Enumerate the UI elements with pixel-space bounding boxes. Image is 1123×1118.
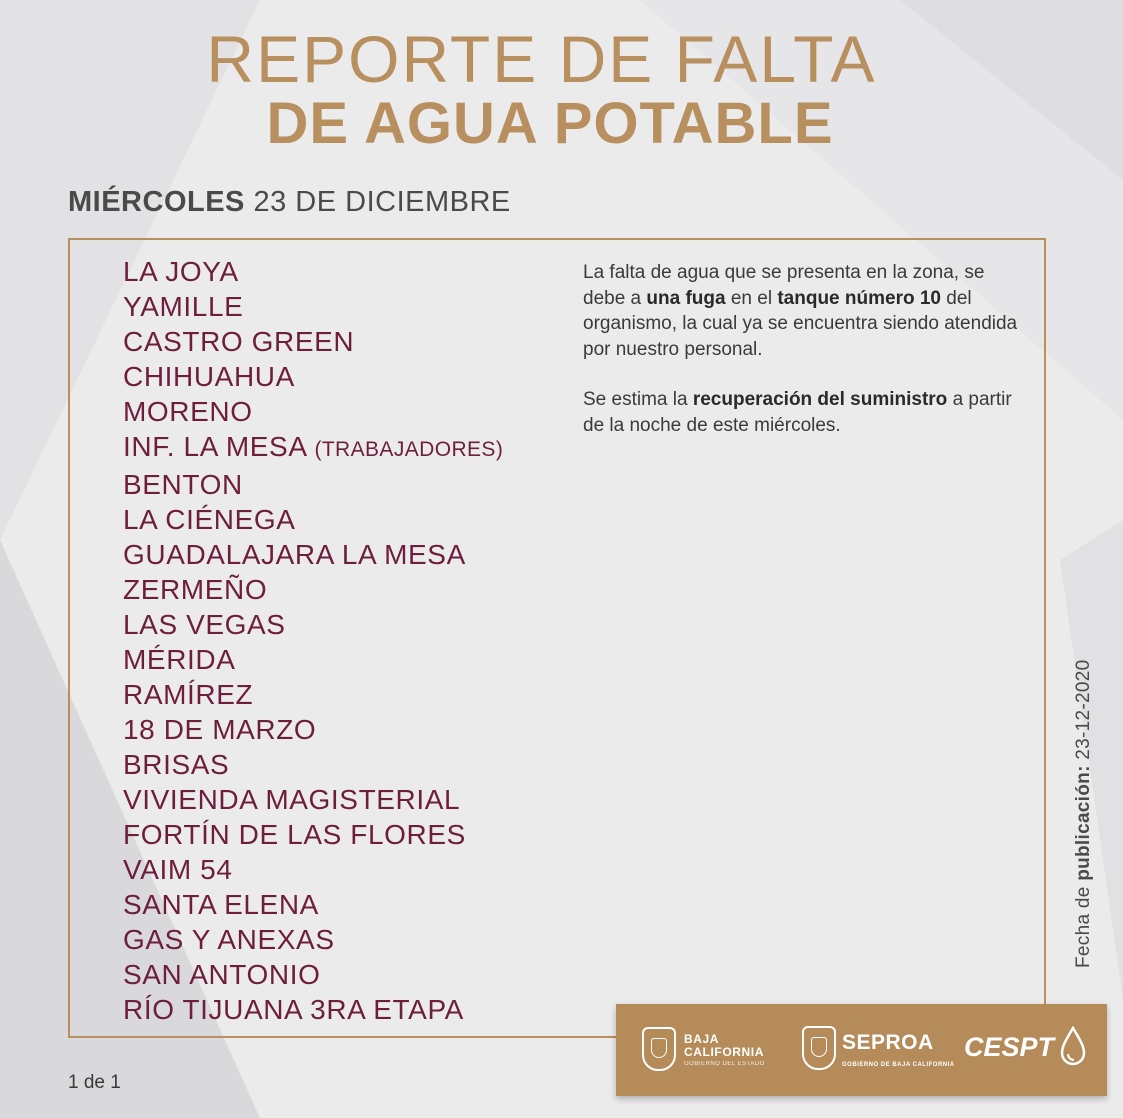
colonias-list — [123, 254, 503, 1027]
publication-date — [1073, 660, 1095, 968]
explanation-paragraph — [583, 260, 1023, 362]
publication-label: Fecha de — [1073, 880, 1094, 968]
list-item: RAMÍREZ — [123, 679, 254, 710]
text-run: a partir de la noche de este miércoles. — [583, 389, 1012, 436]
publication-value: 23-12-2020 — [1073, 659, 1094, 766]
list-item: BENTON — [123, 469, 243, 500]
text-run-bold: recuperación del suministro — [692, 389, 948, 410]
list-item: LAS VEGAS — [123, 609, 286, 640]
list-item: CHIHUAHUA — [123, 361, 295, 392]
explanation-paragraph — [583, 387, 1023, 438]
logo-name: SEPROA — [842, 1031, 934, 1054]
list-item: 18 DE MARZO — [123, 714, 317, 745]
publication-label-bold: publicación: — [1073, 765, 1094, 881]
logo-name: CESPT — [964, 1032, 1055, 1062]
baja-california-logo — [642, 1024, 782, 1074]
text-run-bold: tanque número 10 — [777, 287, 941, 309]
list-item: VAIM 54 — [123, 854, 233, 885]
report-day-month: 23 DE DICIEMBRE — [244, 186, 511, 218]
list-item-label: INF. LA MESA — [123, 431, 315, 462]
seproa-logo — [802, 1022, 955, 1076]
logo-tagline: GOBIERNO DE BAJA CALIFORNIA — [842, 1062, 955, 1068]
list-item: RÍO TIJUANA 3RA ETAPA — [123, 994, 464, 1025]
logo-name: BAJA CALIFORNIA — [684, 1032, 764, 1059]
explanation-text — [583, 260, 1023, 463]
list-item: GUADALAJARA LA MESA — [123, 539, 466, 570]
list-item: CASTRO GREEN — [123, 326, 355, 357]
list-item: VIVIENDA MAGISTERIAL — [123, 784, 461, 815]
list-item: YAMILLE — [123, 291, 244, 322]
list-item: LA JOYA — [123, 256, 239, 287]
page-number: 1 de 1 — [68, 1072, 121, 1093]
cespt-logo — [964, 1028, 1094, 1078]
list-item-note: (TRABAJADORES) — [314, 438, 504, 461]
text-run-bold: una fuga — [646, 287, 726, 309]
list-item: MORENO — [123, 396, 253, 427]
list-item: SAN ANTONIO — [123, 959, 321, 990]
list-item: GAS Y ANEXAS — [123, 924, 335, 955]
list-item: LA CIÉNEGA — [123, 504, 296, 535]
list-item: ZERMEÑO — [123, 574, 268, 605]
list-item: BRISAS — [123, 749, 230, 780]
list-item — [123, 429, 503, 467]
report-weekday: MIÉRCOLES — [68, 186, 245, 218]
water-drop-icon — [1060, 1026, 1086, 1066]
text-run: del organismo, la cual ya se encuentra siendo atendida por nuestro personal. — [583, 287, 1018, 360]
logo-tagline: GOBIERNO DEL ESTADO — [684, 1061, 765, 1067]
text-run: en el — [725, 287, 778, 309]
list-item: FORTÍN DE LAS FLORES — [123, 819, 466, 850]
report-date — [68, 186, 511, 219]
logo-bar — [616, 1004, 1107, 1096]
list-item: SANTA ELENA — [123, 889, 319, 920]
list-item: MÉRIDA — [123, 644, 236, 675]
text-run: Se estima la — [583, 389, 693, 410]
title-line-2: DE AGUA POTABLE — [266, 91, 834, 156]
title-line-1: REPORTE DE FALTA — [206, 22, 877, 96]
text-run: La falta de agua que se presenta en la zona, se debe a — [583, 262, 985, 309]
state-crest-icon — [642, 1027, 676, 1071]
state-crest-icon — [802, 1026, 836, 1070]
